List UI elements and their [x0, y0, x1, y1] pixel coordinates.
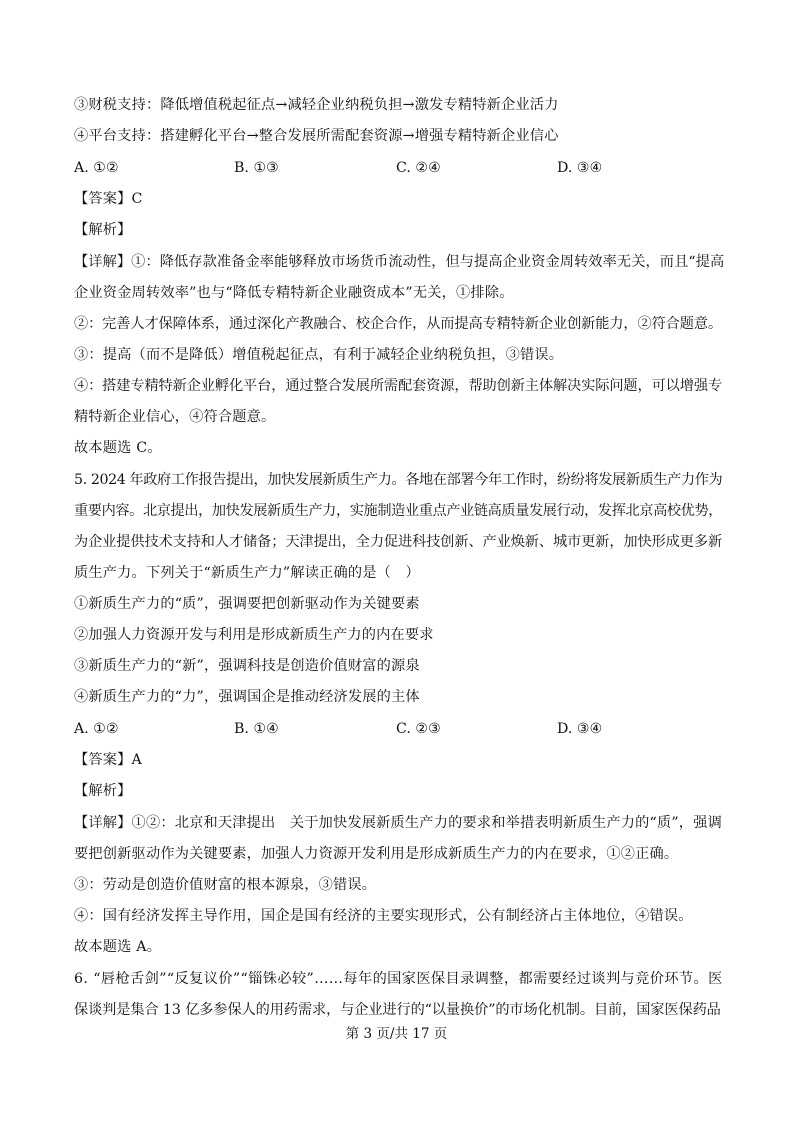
q5-option-a: A. ①② — [74, 721, 119, 737]
q5-analysis-heading: 【解析】 — [74, 783, 132, 799]
q5-stem-line: 5. 2024 年政府工作报告提出，加快发展新质生产力。各地在部署今年工作时，纷纷将发展新质生产力作为 — [74, 472, 723, 488]
q5-detail-line: 要把创新驱动作为关键要素，加强人力资源开发利用是形成新质生产力的内在要求，①②正确。 — [74, 846, 679, 862]
q4-answer: 【答案】C — [74, 191, 143, 207]
q5-option-d: D. ③④ — [557, 721, 603, 737]
page-footer: 第 3 页/共 17 页 — [345, 1026, 448, 1042]
q4-option-d: D. ③④ — [557, 160, 603, 176]
q5-stem-line: 重要内容。北京提出，加快发展新质生产力，实施制造业重点产业链高质量发展行动，发挥北京高校优势， — [74, 503, 723, 519]
q5-item: ③新质生产力的“新”，强调科技是创造价值财富的源泉 — [74, 658, 420, 674]
q5-answer: 【答案】A — [74, 752, 142, 768]
q4-detail-line: ④：搭建专精特新企业孵化平台，通过整合发展所需配套资源，帮助创新主体解决实际问题，可以增强专 — [74, 378, 723, 394]
q4-detail-line: 企业资金周转效率”也与“降低专精特新企业融资成本”无关，①排除。 — [74, 285, 514, 301]
q6-stem-line: 6. “唇枪舌剑”“反复议价”“锱铢必较”……每年的国家医保目录调整，都需要经过谈判与竞价环节。医 — [74, 971, 723, 987]
q4-item-4: ④平台支持：搭建孵化平台→整合发展所需配套资源→增强专精特新企业信心 — [74, 128, 559, 144]
q5-conclusion: 故本题选 A。 — [74, 939, 162, 955]
q5-item: ①新质生产力的“质”，强调要把创新驱动作为关键要素 — [74, 596, 420, 612]
q5-detail-line: ④：国有经济发挥主导作用，国企是国有经济的主要实现形式，公有制经济占主体地位，④错误。 — [74, 908, 693, 924]
q4-option-c: C. ②④ — [396, 160, 441, 176]
q4-detail-line: 精特新企业信心，④符合题意。 — [74, 409, 276, 425]
q5-stem-line: 为企业提供技术支持和人才储备；天津提出，全力促进科技创新、产业焕新、城市更新，加快形成更多新 — [74, 534, 723, 550]
q5-detail-line: 【详解】①②：北京和天津提出 关于加快发展新质生产力的要求和举措表明新质生产力的“质”，强调 — [74, 815, 722, 831]
q4-analysis-heading: 【解析】 — [74, 222, 132, 238]
q5-stem-line: 质生产力。下列关于“新质生产力”解读正确的是（ ） — [74, 565, 420, 581]
q5-item: ②加强人力资源开发与利用是形成新质生产力的内在要求 — [74, 627, 434, 643]
q4-detail-line: ②：完善人才保障体系，通过深化产教融合、校企合作，从而提高专精特新企业创新能力，②符合题意。 — [74, 316, 723, 332]
q4-conclusion: 故本题选 C。 — [74, 440, 162, 456]
q6-stem-line: 保谈判是集合 13 亿多参保人的用药需求，与企业进行的“以量换价”的市场化机制。目前，国家医保药品 — [74, 1002, 721, 1018]
q4-detail-line: 【详解】①：降低存款准备金率能够释放市场货币流动性，但与提高企业资金周转效率无关，而且“提高 — [74, 254, 725, 270]
q5-item: ④新质生产力的“力”，强调国企是推动经济发展的主体 — [74, 689, 420, 705]
q4-detail-line: ③：提高（而不是降低）增值税起征点，有利于减轻企业纳税负担，③错误。 — [74, 347, 564, 363]
q4-option-a: A. ①② — [74, 160, 119, 176]
q5-option-b: B. ①④ — [234, 721, 279, 737]
q5-option-c: C. ②③ — [396, 721, 441, 737]
q4-item-3: ③财税支持：降低增值税起征点→减轻企业纳税负担→激发专精特新企业活力 — [74, 97, 559, 113]
q5-detail-line: ③：劳动是创造价值财富的根本源泉，③错误。 — [74, 877, 377, 893]
q4-option-b: B. ①③ — [234, 160, 279, 176]
